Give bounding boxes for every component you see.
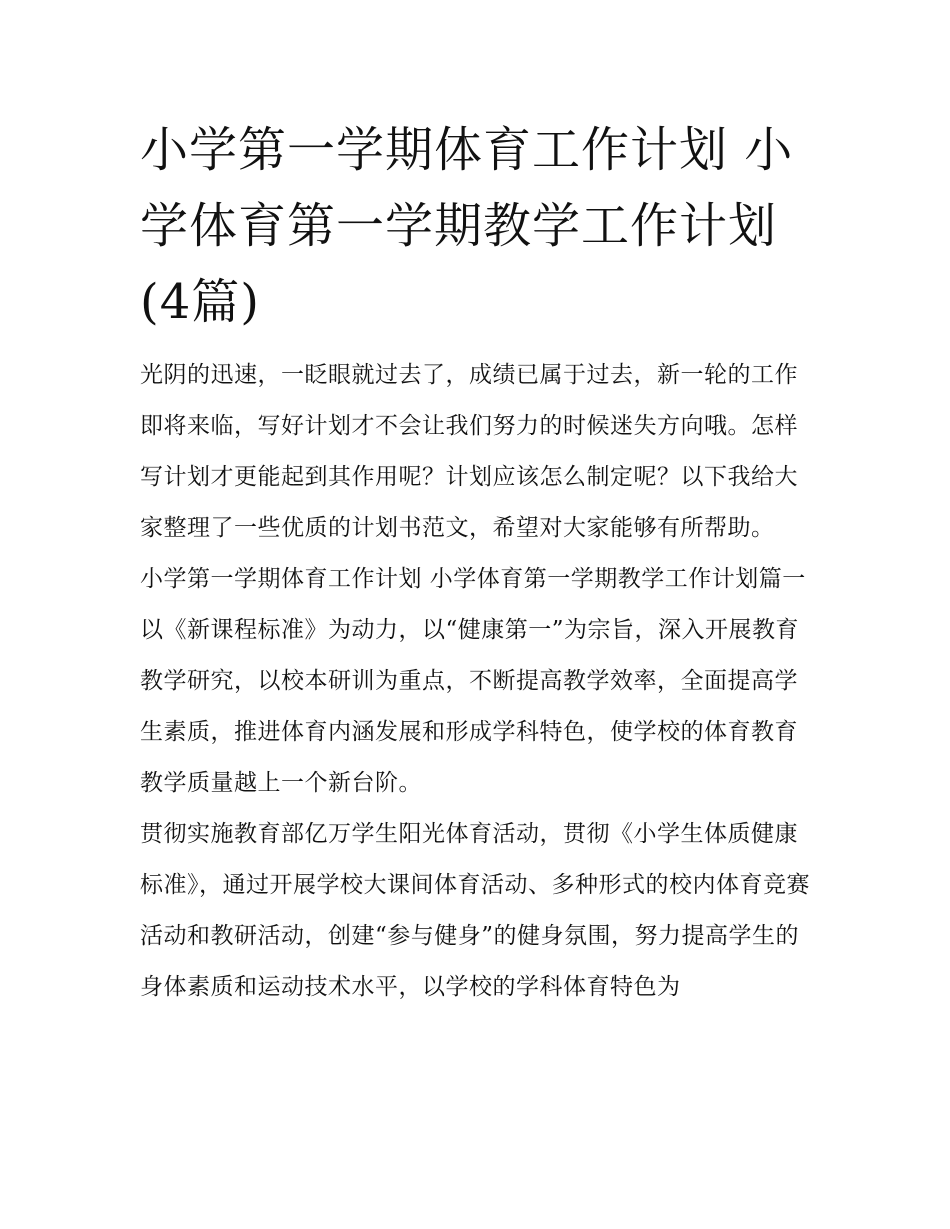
- body-paragraph-2: 贯彻实施教育部亿万学生阳光体育活动，贯彻《小学生体质健康标准》，通过开展学校大课间体育活动、多种形式的校内体育竞赛活动和教研活动，创建“参与健身”的健身氛围，努力提高学生的身体素质和运动技术水平，以学校的学科体育特色为: [140, 821, 810, 1000]
- document-body: [140, 350, 812, 1013]
- body-paragraph-1: 以《新课程标准》为动力，以“健康第一”为宗旨，深入开展教育教学研究，以校本研训为重点，不断提高教学效率，全面提高学生素质，推进体育内涵发展和形成学科特色，使学校的体育教育教学质量越上一个新台阶。: [140, 617, 800, 796]
- document-title: [140, 112, 812, 340]
- intro-paragraph: 光阴的迅速，一眨眼就过去了，成绩已属于过去，新一轮的工作即将来临，写好计划才不会让我们努力的时候迷失方向哦。怎样写计划才更能起到其作用呢？计划应该怎么制定呢？以下我给大家整理了一些优质的计划书范文，希望对大家能够有所帮助。: [140, 362, 798, 541]
- section-heading: 小学第一学期体育工作计划 小学体育第一学期教学工作计划篇一: [140, 566, 806, 592]
- document-title-text: 小学第一学期体育工作计划 小学体育第一学期教学工作计划(4篇): [140, 122, 794, 330]
- document-page: [140, 112, 812, 1013]
